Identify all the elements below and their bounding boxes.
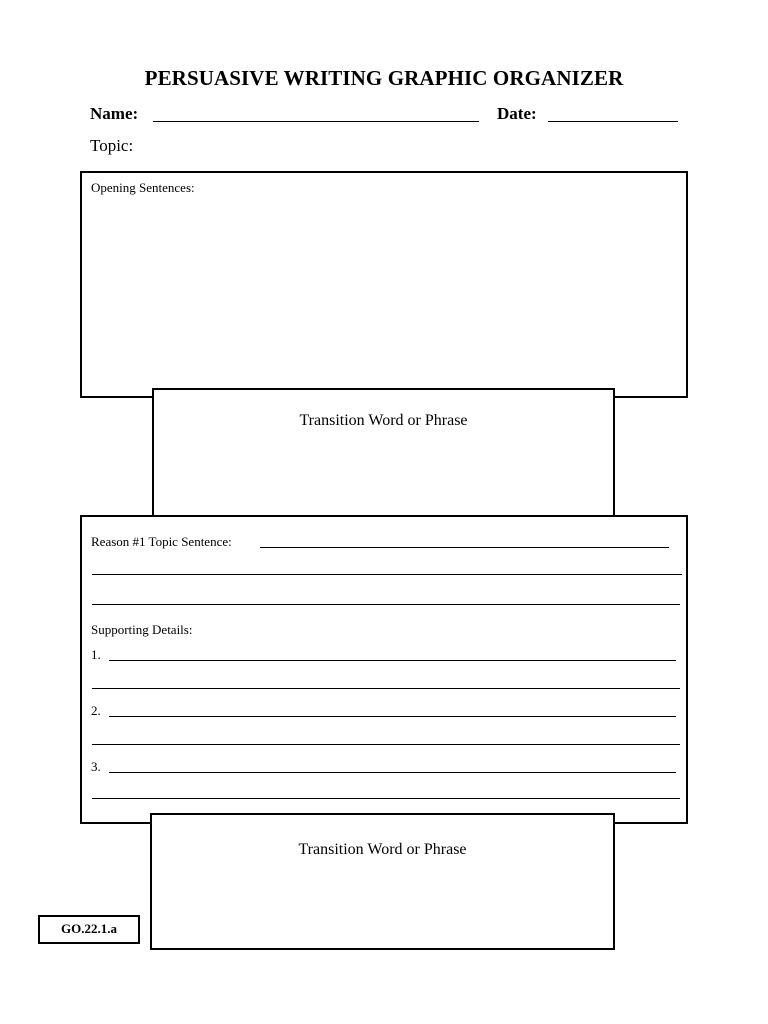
detail-line-3[interactable] bbox=[109, 772, 676, 773]
reason-topic-line-2[interactable] bbox=[92, 574, 682, 575]
reason-topic-line[interactable] bbox=[260, 547, 669, 548]
transition-box-1[interactable] bbox=[152, 388, 615, 525]
opening-sentences-box[interactable] bbox=[80, 171, 688, 398]
transition-box-2[interactable] bbox=[150, 813, 615, 950]
detail-number-1: 1. bbox=[91, 647, 101, 662]
form-code-badge: GO.22.1.a bbox=[38, 915, 140, 944]
detail-number-2: 2. bbox=[91, 703, 101, 718]
detail-line-2b[interactable] bbox=[92, 744, 680, 745]
topic-label: Topic: bbox=[90, 136, 134, 155]
page-title: PERSUASIVE WRITING GRAPHIC ORGANIZER bbox=[144, 66, 624, 90]
transition-label-1: Transition Word or Phrase bbox=[299, 412, 468, 429]
detail-number-3: 3. bbox=[91, 759, 101, 774]
reason-topic-label: Reason #1 Topic Sentence: bbox=[91, 534, 232, 549]
supporting-details-label: Supporting Details: bbox=[91, 622, 193, 637]
detail-line-1[interactable] bbox=[109, 660, 676, 661]
reason-box[interactable] bbox=[80, 515, 688, 824]
detail-line-2[interactable] bbox=[109, 716, 676, 717]
transition-label-2: Transition Word or Phrase bbox=[298, 841, 467, 858]
detail-line-1b[interactable] bbox=[92, 688, 680, 689]
date-label: Date: bbox=[497, 104, 537, 123]
detail-line-3b[interactable] bbox=[92, 798, 680, 799]
name-field[interactable] bbox=[153, 121, 479, 122]
name-label: Name: bbox=[90, 104, 139, 123]
date-field[interactable] bbox=[548, 121, 678, 122]
reason-topic-line-3[interactable] bbox=[92, 604, 680, 605]
opening-sentences-label: Opening Sentences: bbox=[91, 180, 195, 195]
